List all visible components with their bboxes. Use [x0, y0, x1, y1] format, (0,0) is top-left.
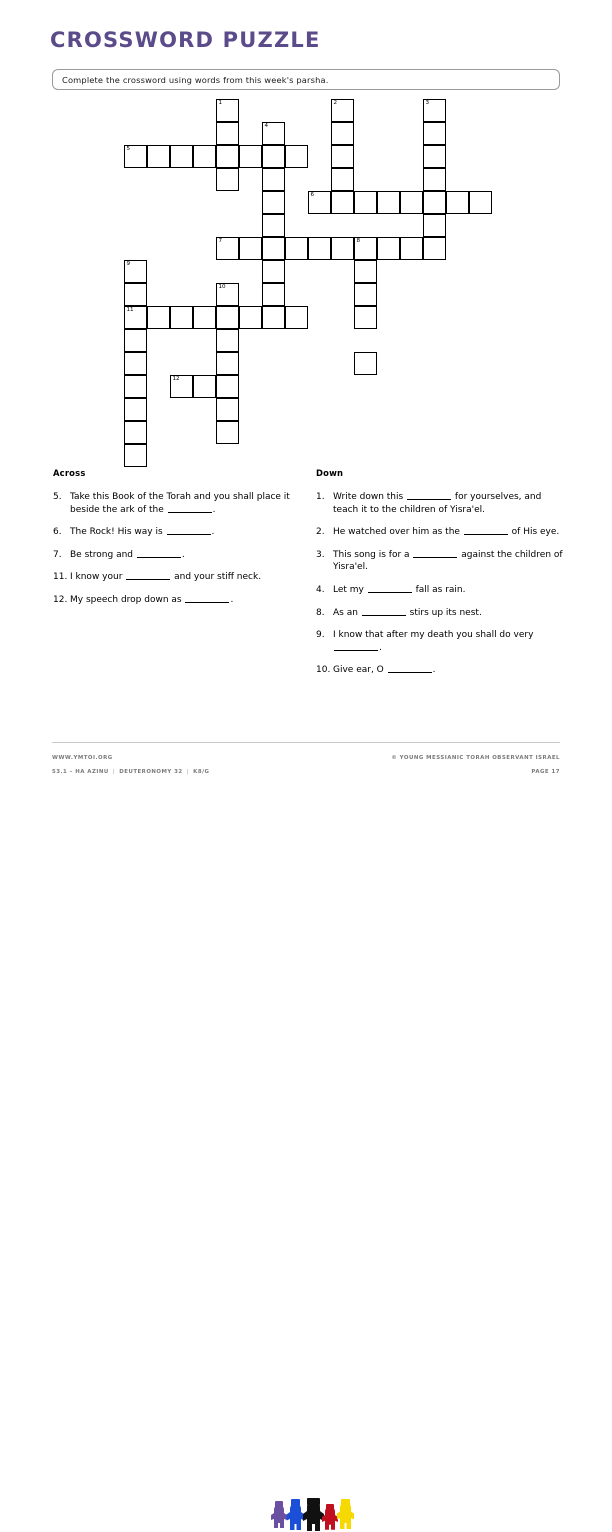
answer-blank[interactable] — [368, 584, 412, 593]
cell-number: 12 — [172, 376, 180, 382]
down-clue-9 — [316, 629, 568, 654]
down-clue-1 — [316, 491, 568, 516]
cell-number: 8 — [356, 238, 361, 244]
footer-parsha-ref: 53.1 – HA AZINU — [52, 769, 109, 775]
cell-number: 6 — [310, 192, 315, 198]
footer-page-number: PAGE 17 — [531, 769, 560, 775]
cell-number: 4 — [264, 123, 269, 129]
footer-sep-1: | — [112, 769, 116, 775]
clue-number: 11. — [53, 572, 68, 583]
cell-number: 7 — [218, 238, 223, 244]
clue-text: This song is for a against the children of Yisra'el. — [333, 549, 563, 573]
across-heading: Across — [53, 468, 86, 478]
clue-text: I know your and your stiff neck. — [70, 572, 262, 583]
across-clue-12 — [53, 594, 303, 607]
footer-right — [391, 753, 560, 778]
answer-blank[interactable] — [185, 594, 229, 603]
clue-text: As an stirs up its nest. — [333, 607, 482, 618]
answer-blank[interactable] — [413, 549, 457, 558]
clue-number: 7. — [53, 549, 62, 560]
clue-number: 12. — [53, 594, 68, 605]
footer-divider — [52, 742, 560, 743]
clue-number: 4. — [316, 584, 325, 595]
down-clues-column — [316, 468, 568, 687]
answer-blank[interactable] — [126, 571, 170, 580]
across-clue-5 — [53, 491, 303, 516]
clue-number: 6. — [53, 527, 62, 538]
ymtoi-kids-logo-icon — [266, 1498, 354, 1532]
answer-blank[interactable] — [334, 642, 378, 651]
clue-text: He watched over him as the of His eye. — [333, 527, 560, 538]
clue-number: 3. — [316, 549, 325, 560]
footer-copyright: © YOUNG MESSIANIC TORAH OBSERVANT ISRAEL — [391, 755, 560, 761]
cell-number: 9 — [126, 261, 131, 267]
clue-text: Take this Book of the Torah and you shall place it beside the ark of the . — [70, 492, 290, 515]
footer-left — [52, 753, 209, 778]
clue-text: Give ear, O . — [333, 665, 436, 676]
across-clue-6 — [53, 526, 303, 539]
footer-sep-2: | — [186, 769, 190, 775]
cell-number: 2 — [333, 100, 338, 106]
down-clue-list — [316, 491, 568, 677]
footer-reference — [52, 767, 209, 778]
cell-number: 5 — [126, 146, 131, 152]
answer-blank[interactable] — [407, 491, 451, 500]
clue-number: 10. — [316, 665, 331, 676]
clue-text: I know that after my death you shall do very . — [333, 630, 534, 653]
cell-number: 1 — [218, 100, 223, 106]
answer-blank[interactable] — [464, 526, 508, 535]
clue-number: 8. — [316, 607, 325, 618]
cell-number: 3 — [425, 100, 430, 106]
answer-blank[interactable] — [388, 664, 432, 673]
clue-text: Let my fall as rain. — [333, 584, 466, 595]
answer-blank[interactable] — [167, 526, 211, 535]
footer-grade-ref: K8/G — [193, 769, 210, 775]
clue-number: 5. — [53, 492, 62, 502]
down-clue-3 — [316, 549, 568, 574]
cell-number: 10 — [218, 284, 226, 290]
across-clue-list — [53, 491, 303, 607]
answer-blank[interactable] — [137, 549, 181, 558]
footer-book-ref: DEUTERONOMY 32 — [119, 769, 183, 775]
clue-text: Be strong and . — [70, 549, 185, 560]
down-clue-10 — [316, 664, 568, 677]
instruction-text: Complete the crossword using words from this week's parsha. — [62, 75, 329, 85]
down-clue-8 — [316, 607, 568, 620]
clue-text: My speech drop down as . — [70, 594, 234, 605]
down-clue-2 — [316, 526, 568, 539]
across-clue-7 — [53, 549, 303, 562]
clue-text: Write down this for yourselves, and teach it to the children of Yisra'el. — [333, 492, 542, 515]
down-clue-4 — [316, 584, 568, 597]
clue-number: 2. — [316, 527, 325, 538]
answer-blank[interactable] — [168, 504, 212, 513]
footer-website[interactable]: WWW.YMTOI.ORG — [52, 755, 113, 761]
clue-number: 1. — [316, 492, 325, 502]
cell-number: 11 — [126, 307, 134, 313]
across-clues-column — [53, 468, 303, 617]
answer-blank[interactable] — [362, 607, 406, 616]
down-heading: Down — [316, 468, 344, 478]
page-title: CROSSWORD PUZZLE — [50, 28, 321, 52]
page-footer — [0, 748, 612, 792]
across-clue-11 — [53, 571, 303, 584]
clue-number: 9. — [316, 630, 325, 641]
clue-text: The Rock! His way is . — [70, 527, 215, 538]
